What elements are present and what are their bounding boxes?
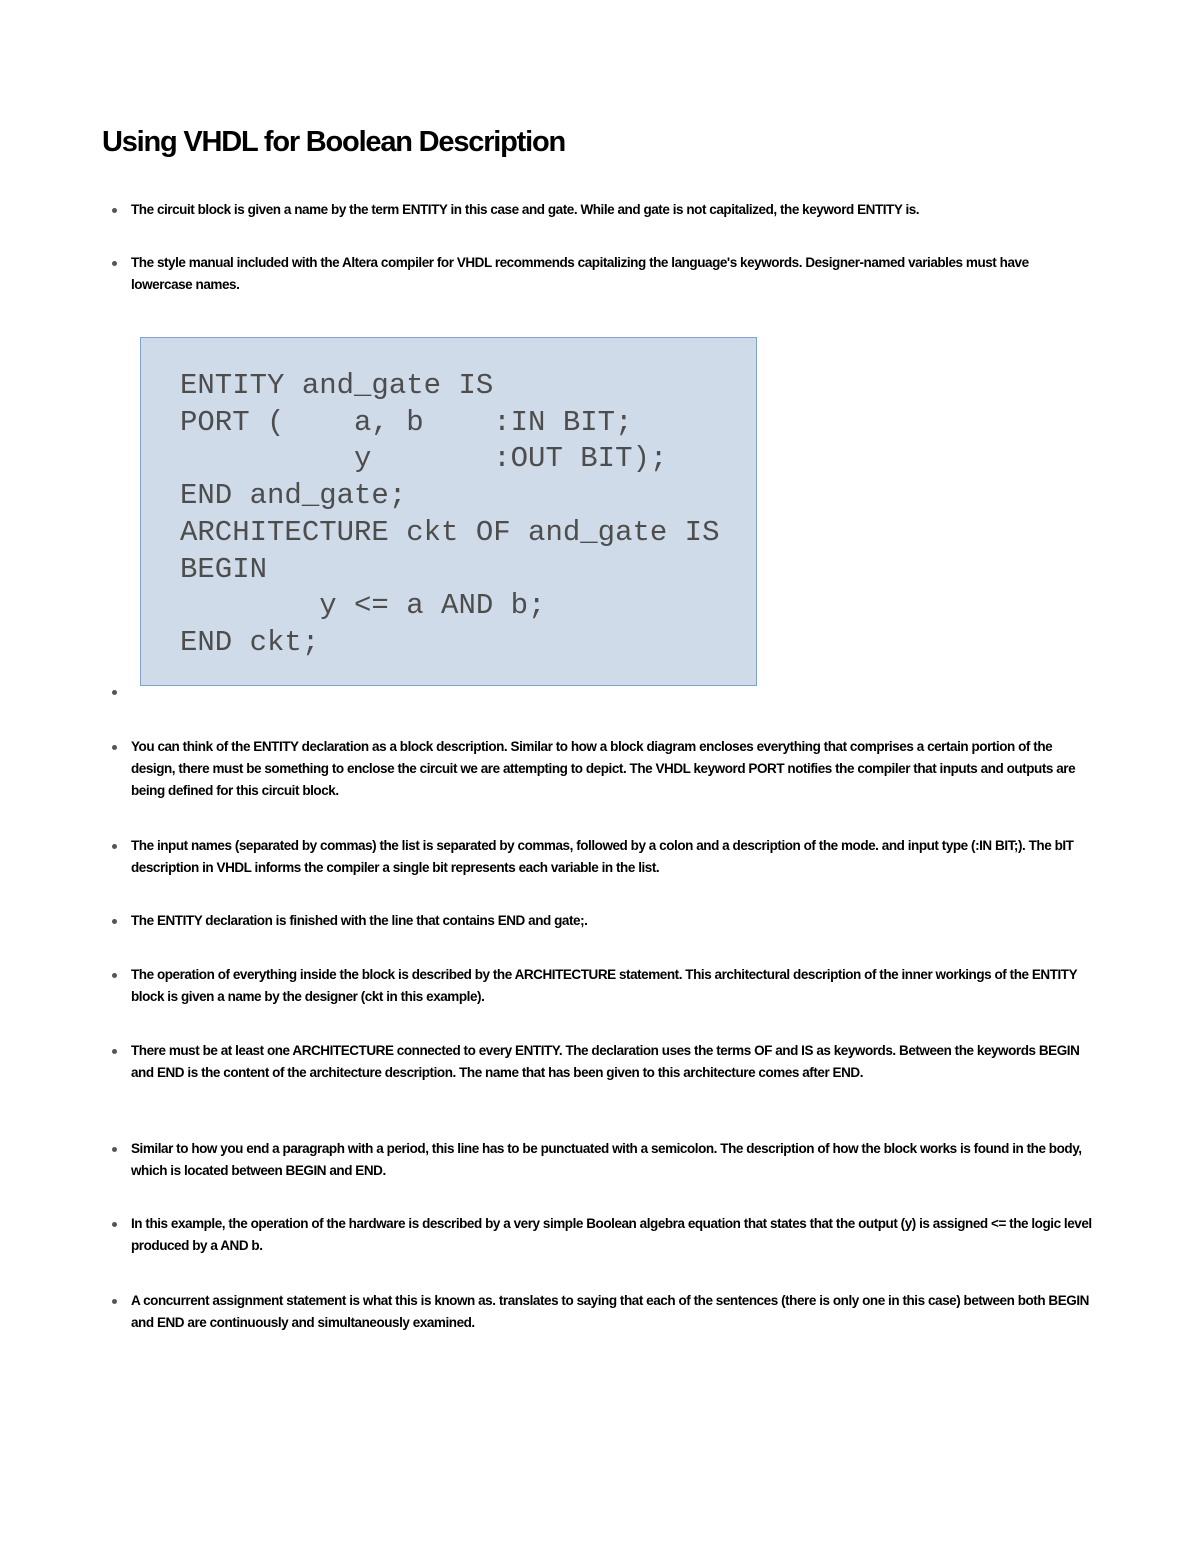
list-item [131, 964, 1093, 1008]
list-item [131, 1040, 1093, 1084]
code-line: PORT ( a, b :IN BIT; [180, 405, 633, 439]
list-item [131, 252, 1093, 296]
list-item-text: There must be at least one ARCHITECTURE connected to every ENTITY. The declaration uses the terms OF and IS as keywords. Between the keywords BEGIN and END is the content of the architecture description. The name that has been given to this architecture comes after END. [131, 1043, 1080, 1080]
code-line: END ckt; [180, 625, 320, 659]
code-line: y <= a AND b; [180, 589, 546, 623]
code-line: BEGIN [180, 552, 268, 586]
list-item-text: In this example, the operation of the hardware is described by a very simple Boolean algebra equation that states that the output (y) is assigned <= the logic level produced by a AND b. [131, 1216, 1092, 1253]
code-line: y :OUT BIT); [180, 442, 668, 476]
bullet-icon [112, 1147, 117, 1152]
bullet-icon [112, 973, 117, 978]
list-item-text: A concurrent assignment statement is what this is known as. translates to saying that each of the sentences (there is only one in this case) between both BEGIN and END are continuously and simultaneously examined. [131, 1293, 1089, 1330]
bullet-icon [112, 745, 117, 750]
list-item [131, 736, 1093, 802]
bullet-icon [112, 1299, 117, 1304]
bullet-icon [112, 261, 117, 266]
list-item [131, 1138, 1093, 1182]
bullet-icon [112, 844, 117, 849]
list-item [131, 199, 1093, 221]
page-title: Using VHDL for Boolean Description [102, 126, 565, 158]
list-item [131, 835, 1093, 879]
list-item [131, 1213, 1093, 1257]
list-item [131, 910, 1093, 932]
list-item-text: Similar to how you end a paragraph with a period, this line has to be punctuated with a semicolon. The description of how the block works is found in the body, which is located between BEGIN and END. [131, 1141, 1082, 1178]
bullet-icon [112, 690, 117, 695]
list-item-text: The operation of everything inside the block is described by the ARCHITECTURE statement. This architectural description of the inner workings of the ENTITY block is given a name by the designer (ckt in this example). [131, 967, 1077, 1004]
list-item [131, 1290, 1093, 1334]
bullet-icon [112, 1049, 117, 1054]
list-item-text: The input names (separated by commas) the list is separated by commas, followed by a colon and a description of the mode. and input type (:IN BIT;). The bIT description in VHDL informs the compiler a single bit represents each variable in the list. [131, 838, 1074, 875]
code-line: ENTITY and_gate IS [180, 369, 494, 402]
vhdl-code-block [180, 368, 720, 662]
bullet-icon [112, 1222, 117, 1227]
bullet-icon [112, 919, 117, 924]
bullet-icon [112, 208, 117, 213]
list-item-text: You can think of the ENTITY declaration as a block description. Similar to how a block diagram encloses everything that comprises a certain portion of the design, there must be something to enclose the circuit we are attempting to depict. The VHDL keyword PORT notifies the compiler that inputs and outputs are being defined for this circuit block. [131, 739, 1076, 798]
list-item-text: The ENTITY declaration is finished with the line that contains END and gate;. [131, 913, 588, 928]
code-line: ARCHITECTURE ckt OF and_gate IS [180, 515, 720, 549]
code-figure [140, 337, 757, 686]
code-line: END and_gate; [180, 479, 407, 513]
list-item-text: The circuit block is given a name by the term ENTITY in this case and gate. While and gate is not capitalized, the keyword ENTITY is. [131, 202, 920, 217]
list-item-text: The style manual included with the Altera compiler for VHDL recommends capitalizing the language's keywords. Designer-named variables must have lowercase names. [131, 255, 1029, 292]
